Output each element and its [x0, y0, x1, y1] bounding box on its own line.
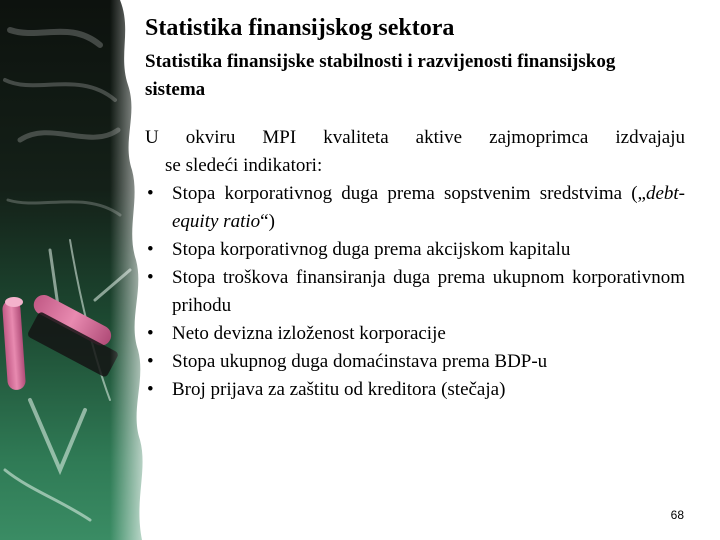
bullet-icon: •: [147, 183, 154, 204]
bullet-icon: •: [147, 239, 154, 260]
intro-emphasis: MPI kvaliteta aktive zajmoprimca: [262, 127, 589, 148]
item-text-after: “): [260, 211, 275, 232]
bullet-icon: •: [147, 351, 154, 372]
item-text-before: Stopa korporativnog duga prema sopstvenim sredstvima („: [172, 183, 646, 204]
bullet-icon: •: [147, 379, 154, 400]
slide-content: [145, 12, 685, 404]
slide-title: Statistika finansijskog sektora: [145, 15, 455, 41]
chalkboard-decoration: [0, 0, 160, 540]
slide-body: [145, 124, 685, 404]
intro-prefix: U okviru: [145, 127, 263, 148]
item-text: Neto devizna izloženost korporacije: [172, 323, 446, 344]
item-text: Stopa troškova finansiranja duga prema ukupnom korporativnom prihodu: [172, 267, 685, 316]
intro-line: [145, 124, 685, 152]
list-item: [145, 236, 685, 264]
intro-suffix: izdvajaju: [588, 127, 686, 148]
item-text: Stopa ukupnog duga domaćinstava prema BDP-u: [172, 351, 548, 372]
intro-paragraph: [145, 124, 685, 180]
list-item: [145, 376, 685, 404]
list-item: [145, 180, 685, 236]
list-item: [145, 348, 685, 376]
indicator-list: [145, 180, 685, 404]
slide-subtitle: Statistika finansijske stabilnosti i razvijenosti finansijskog sistema: [145, 51, 616, 100]
list-item: [145, 320, 685, 348]
list-item: [145, 264, 685, 320]
intro-continuation: se sledeći indikatori:: [165, 155, 323, 176]
page-number: 68: [670, 508, 684, 522]
chalkboard-image: [0, 0, 160, 540]
bullet-icon: •: [147, 323, 154, 344]
item-text-italic: debt-equity ratio: [172, 183, 685, 232]
item-text: Broj prijava za zaštitu od kreditora (stečaja): [172, 379, 506, 400]
bullet-icon: •: [147, 267, 154, 288]
item-text: Stopa korporativnog duga prema akcijskom kapitalu: [172, 239, 571, 260]
